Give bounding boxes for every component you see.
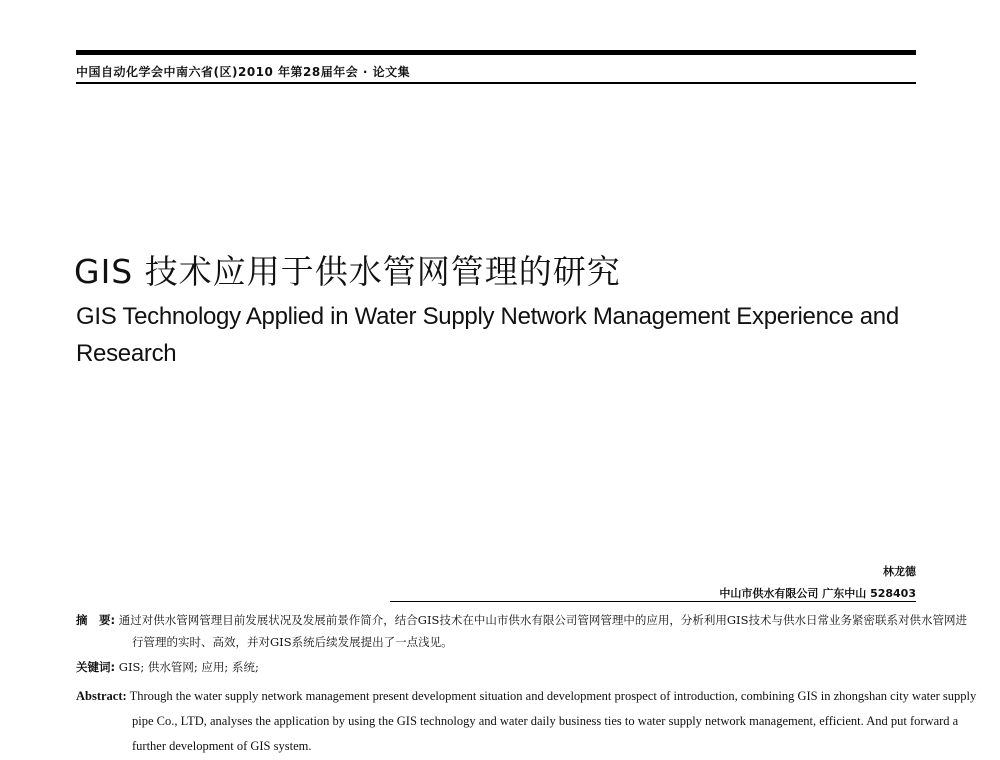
- author-name: 林龙德: [883, 565, 916, 578]
- abstract-chinese-label: 摘 要:: [76, 613, 116, 627]
- paper-title-english: GIS Technology Applied in Water Supply Network Management Experience and Research: [76, 303, 899, 367]
- abstract-english-label: Abstract:: [76, 689, 127, 703]
- paper-title-chinese: GIS 技术应用于供水管网管理的研究: [74, 252, 621, 291]
- keywords-text: GIS; 供水管网; 应用; 系统;: [118, 660, 259, 674]
- header-thin-rule: [76, 82, 916, 84]
- keywords-label: 关键词:: [76, 660, 116, 674]
- keywords: [76, 659, 259, 675]
- author-affiliation: 中山市供水有限公司 广东中山 528403: [719, 587, 916, 600]
- abstract-english-text: Through the water supply network management present development situation and development prospect of introduction, combining GIS in zhongshan city water supply pipe Co., LTD, analyses the application by using the GIS technology and water daily business ties to water supply network management, efficient. And put forward a further development of GIS system.: [129, 689, 977, 753]
- running-header: 中国自动化学会中南六省(区)2010 年第28届年会 · 论文集: [76, 65, 411, 79]
- abstract-english: [76, 684, 977, 759]
- affiliation-rule: [390, 601, 916, 602]
- abstract-chinese: [76, 609, 977, 653]
- abstract-chinese-text: 通过对供水管网管理目前发展状况及发展前景作简介，结合GIS技术在中山市供水有限公司管网管理中的应用，分析利用GIS技术与供水日常业务紧密联系对供水管网进行管理的实时、高效，并对GIS系统后续发展提出了一点浅见。: [118, 613, 967, 649]
- header-thick-rule: [76, 50, 916, 55]
